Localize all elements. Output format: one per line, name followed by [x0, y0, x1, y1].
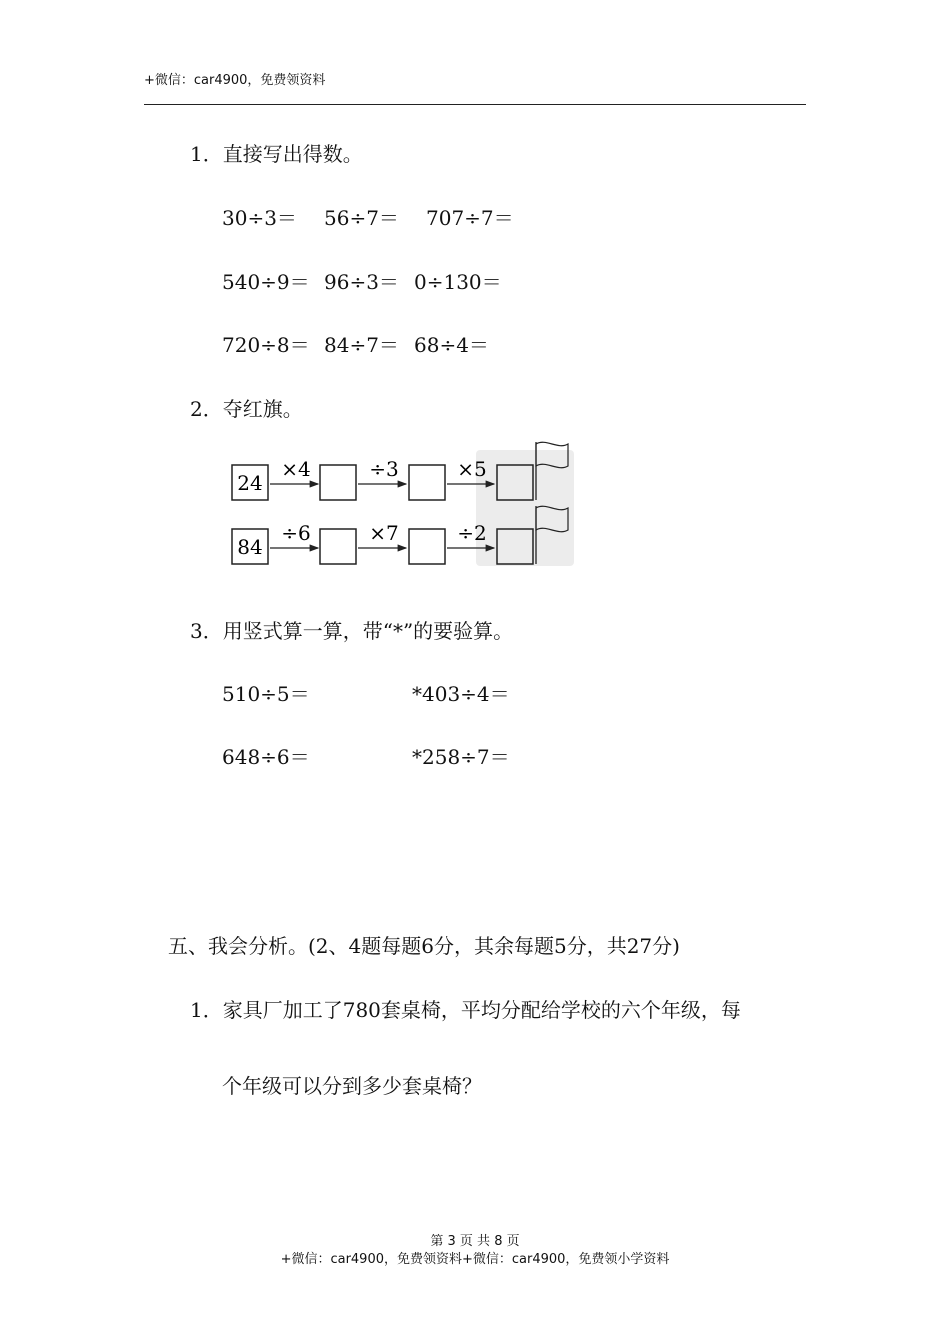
chain2-answer-box-1 — [320, 529, 356, 564]
q1-expr-r3c3: 68÷4＝ — [414, 333, 489, 357]
q3-title: 3．用竖式算一算，带“*”的要验算。 — [190, 619, 514, 643]
chain2-answer-box-2 — [409, 529, 445, 564]
flag-chain-diagram — [220, 438, 580, 573]
chain1-op-3: ×5 — [457, 457, 487, 481]
q1-expr-r1c2: 56÷7＝ — [324, 206, 399, 230]
q3-expr-r1c1: 510÷5＝ — [222, 682, 310, 706]
q1-title: 1．直接写出得数。 — [190, 142, 363, 166]
q1-expr-r3c1: 720÷8＝ — [222, 333, 310, 357]
chain2-op-2: ×7 — [369, 521, 399, 545]
section5-title: 五、我会分析。(2、4题每题6分，其余每题5分，共27分) — [168, 934, 680, 958]
header-text: +微信：car4900，免费领资料 — [144, 73, 326, 88]
q1-expr-r1c1: 30÷3＝ — [222, 206, 297, 230]
q3-expr-r2c2: *258÷7＝ — [412, 745, 510, 769]
chain1-op-2: ÷3 — [369, 457, 399, 481]
q1-expr-r1c3: 707÷7＝ — [426, 206, 514, 230]
chain1-answer-box-1 — [320, 465, 356, 500]
q1-expr-r2c2: 96÷3＝ — [324, 270, 399, 294]
chain1-answer-box-2 — [409, 465, 445, 500]
chain1-op-1: ×4 — [281, 457, 311, 481]
chain2-op-1: ÷6 — [281, 521, 311, 545]
q2-title: 2．夺红旗。 — [190, 397, 303, 421]
footer-text: +微信：car4900，免费领资料+微信：car4900，免费领小学资料 — [280, 1252, 670, 1267]
q3-expr-r1c2: *403÷4＝ — [412, 682, 510, 706]
chain2-start-value: 84 — [237, 535, 263, 559]
header-divider — [144, 104, 806, 105]
q1-expr-r2c1: 540÷9＝ — [222, 270, 310, 294]
q1-expr-r2c3: 0÷130＝ — [414, 270, 502, 294]
chain2-op-3: ÷2 — [457, 521, 487, 545]
q3-expr-r2c1: 648÷6＝ — [222, 745, 310, 769]
q1-expr-r3c2: 84÷7＝ — [324, 333, 399, 357]
section5-q1-line2: 个年级可以分到多少套桌椅？ — [222, 1074, 482, 1098]
section5-q1-line1: 1．家具厂加工了780套桌椅，平均分配给学校的六个年级，每 — [190, 998, 741, 1022]
page-number: 第 3 页 共 8 页 — [430, 1234, 520, 1249]
chain1-start-value: 24 — [237, 471, 263, 495]
